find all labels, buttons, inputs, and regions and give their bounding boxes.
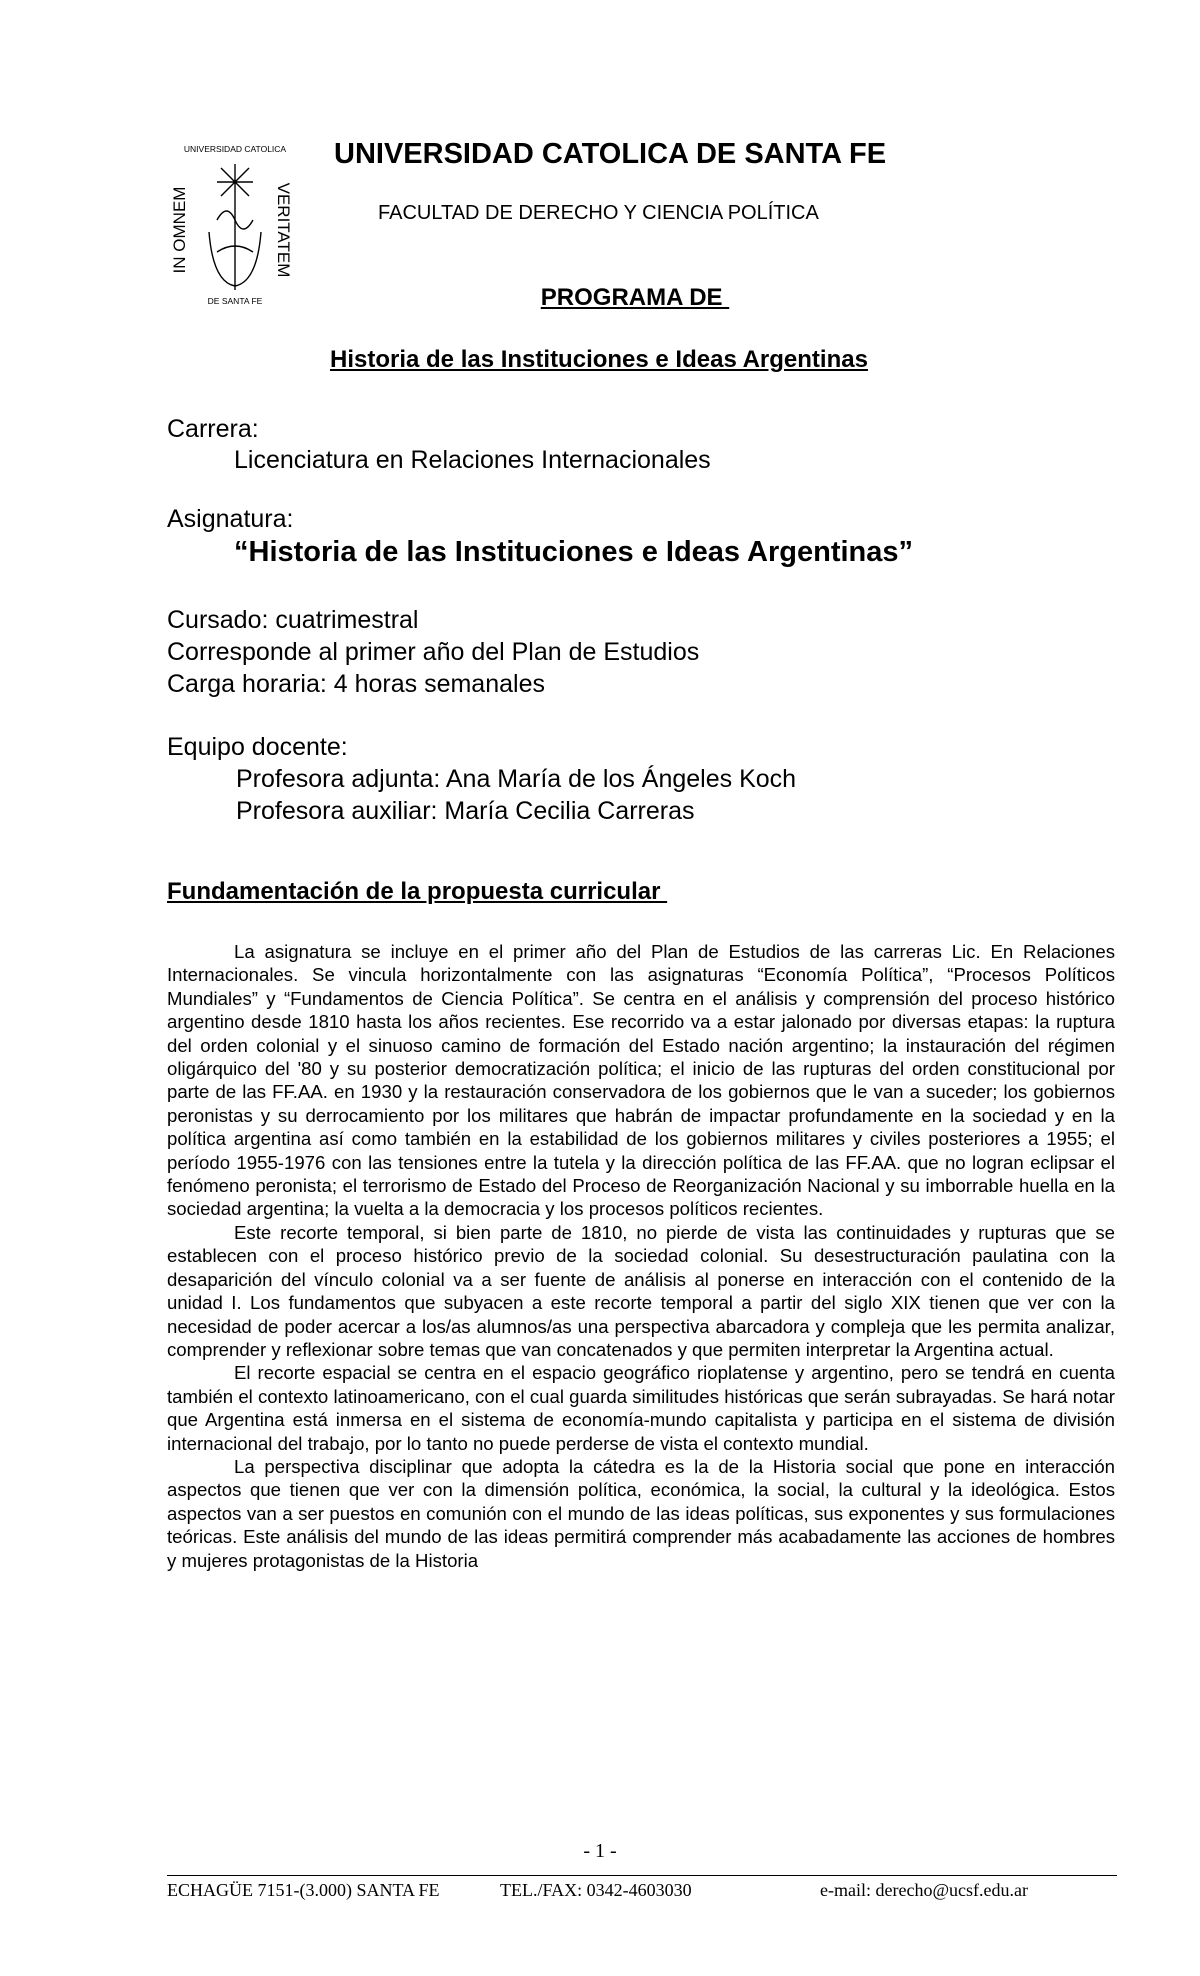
footer-divider — [167, 1875, 1117, 1876]
paragraph: La asignatura se incluye en el primer año del Plan de Estudios de las carreras Lic. En Relaciones Internacionales. Se vincula horizontalmente con las asignaturas “Economía Política”, “Procesos Políticos Mundiales” y “Fundamentos de Ciencia Política”. Se centra en el análisis y comprensión del proceso histórico argentino desde 1810 hasta los años recientes. Ese recorrido va a estar jalonado por diversas etapas: la ruptura del orden colonial y el sinuoso camino de formación del Estado nación argentino; la instauración del régimen oligárquico del '80 y su posterior democratización política; el inicio de las rupturas del orden constitucional por parte de las FF.AA. en 1930 y la restauración conservadora de los gobiernos que le van a suceder; los gobiernos peronistas y su derrocamiento por los militares que habrán de impactar profundamente en la sociedad y en la política argentina así como también en la estabilidad de los gobiernos militares y civiles posteriores a 1955; el período 1955-1976 con las tensiones entre la tutela y la dirección política de las FF.AA. que no logran eclipsar el fenómeno peronista; el terrorismo de Estado del Proceso de Reorganización Nacional y su imborrable huella en la sociedad argentina; la vuelta a la democracia y los procesos políticos recientes. — [167, 941, 1115, 1220]
course-heading: Historia de las Instituciones e Ideas Argentinas — [330, 346, 868, 373]
course-hours: Carga horaria: 4 horas semanales — [167, 670, 545, 698]
course-year: Corresponde al primer año del Plan de Estudios — [167, 638, 700, 666]
footer-email: e-mail: derecho@ucsf.edu.ar — [820, 1880, 1028, 1900]
paragraph: El recorte espacial se centra en el espacio geográfico rioplatense y argentino, pero se tendrá en cuenta también el contexto latinoamericano, con el cual guarda similitudes históricas que serán subrayadas. Se hará notar que Argentina está inmersa en el sistema de economía-mundo capitalista y participa en el sistema de división internacional del trabajo, por lo tanto no puede perderse de vista el contexto mundial. — [167, 1362, 1115, 1454]
footer-address: ECHAGÜE 7151-(3.000) SANTA FE — [167, 1880, 440, 1900]
logo-top-text: UNIVERSIDAD CATOLICA — [183, 144, 287, 154]
career-label: Carrera: — [167, 415, 259, 443]
section-title: Fundamentación de la propuesta curricular — [167, 878, 668, 905]
staff-adjunct: Profesora adjunta: Ana María de los Ángeles Koch — [236, 765, 797, 793]
subject-label: Asignatura: — [167, 505, 294, 533]
section-body — [167, 940, 1115, 1572]
logo-right-text: VERITATEM — [274, 182, 293, 278]
footer-phone: TEL./FAX: 0342-4603030 — [500, 1880, 692, 1900]
course-mode: Cursado: cuatrimestral — [167, 606, 419, 634]
staff-assistant: Profesora auxiliar: María Cecilia Carreras — [236, 797, 695, 825]
paragraph: Este recorte temporal, si bien parte de 1810, no pierde de vista las continuidades y rupturas que se establecen con el proceso histórico previo de la sociedad colonial. Su desestructuración paulatina con la desaparición del vínculo colonial va a ser fuente de análisis al ponerse en interacción con el contenido de la unidad I. Los fundamentos que subyacen a este recorte temporal a partir del siglo XIX tienen que ver con la necesidad de poder acercar a los/as alumnos/as una perspectiva abarcadora y compleja que les permita analizar, comprender y reflexionar sobre temas que van concatenados y que permiten interpretar la Argentina actual. — [167, 1221, 1115, 1360]
career-value: Licenciatura en Relaciones Internacionales — [234, 446, 711, 474]
staff-label: Equipo docente: — [167, 733, 348, 761]
university-title: UNIVERSIDAD CATOLICA DE SANTA FE — [334, 138, 887, 170]
faculty-name: FACULTAD DE DERECHO Y CIENCIA POLÍTICA — [378, 202, 819, 224]
logo-bottom-text: DE SANTA FE — [207, 296, 263, 306]
logo-left-text: IN OMNEM — [170, 186, 189, 274]
paragraph: La perspectiva disciplinar que adopta la cátedra es la de la Historia social que pone en interacción aspectos que tienen que ver con la dimensión política, económica, la social, la cultural y la ideológica. Estos aspectos van a ser puestos en comunión con el mundo de las ideas políticas, sus exponentes y sus formulaciones teóricas. Este análisis del mundo de las ideas permitirá comprender más acabadamente las acciones de hombres y mujeres protagonistas de la Historia — [167, 1455, 1115, 1571]
page-number: - 1 - — [583, 1840, 617, 1862]
subject-value: “Historia de las Instituciones e Ideas Argentinas” — [234, 536, 914, 568]
program-label: PROGRAMA DE — [540, 284, 730, 311]
